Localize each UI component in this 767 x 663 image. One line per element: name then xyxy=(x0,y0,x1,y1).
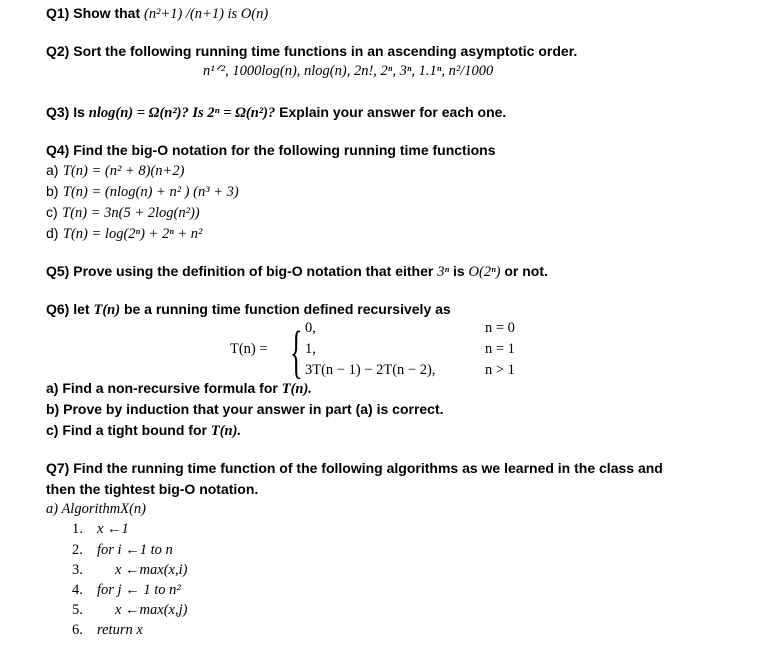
q4-item-d: d) T(n) = log(2ⁿ) + 2ⁿ + n² xyxy=(46,225,203,242)
code-line-5: x ←max(x,j) xyxy=(115,602,188,618)
q6-case-1-value: 1, xyxy=(305,341,316,357)
q2-functions: n¹ᐟ², 1000log(n), nlog(n), 2n!, 2ⁿ, 3ⁿ, 1.1ⁿ, n²/1000 xyxy=(203,63,494,79)
q6-case-1-cond: n = 1 xyxy=(485,341,515,357)
code-line-3: x ←max(x,i) xyxy=(115,562,188,578)
q6-part-c: c) Find a tight bound for T(n). xyxy=(46,422,242,439)
q6-part-b: b) Prove by induction that your answer in part (a) is correct. xyxy=(46,401,444,417)
code-line-num-5: 5. xyxy=(72,602,83,618)
q7-line-2: then the tightest big-O notation. xyxy=(46,481,259,497)
q3-label: Q3) Is xyxy=(46,104,85,120)
q7-algorithm-title: a) AlgorithmX(n) xyxy=(46,501,147,517)
q6-case-0-cond: n = 0 xyxy=(485,320,515,336)
q4-label: Q4) Find the big-O notation for the following running time functions xyxy=(46,142,496,158)
q3-expression: nlog(n) = Ω(n²)? Is 2ⁿ = Ω(n²)? xyxy=(88,105,276,121)
q6-label: Q6) let xyxy=(46,301,90,317)
q4-item-b: b) T(n) = (nlog(n) + n² ) (n³ + 3) xyxy=(46,183,239,200)
q4-item-c: c) T(n) = 3n(5 + 2log(n²)) xyxy=(46,204,200,221)
q1-expression: (n²+1) /(n+1) is O(n) xyxy=(144,6,269,22)
q6-line: Q6) let T(n) be a running time function defined recursively as xyxy=(46,301,451,318)
q6-left-brace: { xyxy=(290,319,303,384)
q3-tail: Explain your answer for each one. xyxy=(279,104,507,120)
code-line-num-3: 3. xyxy=(72,562,83,578)
code-line-num-1: 1. xyxy=(72,521,83,537)
q5-line: Q5) Prove using the definition of big-O notation that either 3ⁿ is O(2ⁿ) or not. xyxy=(46,263,548,280)
q3-line xyxy=(46,104,506,122)
q6-case-2-cond: n > 1 xyxy=(485,362,515,378)
q2-label: Q2) Sort the following running time functions in an ascending asymptotic order. xyxy=(46,43,578,59)
q1-label: Q1) Show that xyxy=(46,5,141,21)
code-line-num-2: 2. xyxy=(72,542,83,558)
q6-case-2-value: 3T(n − 1) − 2T(n − 2), xyxy=(305,362,436,378)
q7-line-1: Q7) Find the running time function of the following algorithms as we learned in the class and xyxy=(46,460,663,476)
q6-part-a: a) Find a non-recursive formula for T(n). xyxy=(46,380,312,397)
q4-item-a: a) T(n) = (n² + 8)(n+2) xyxy=(46,162,185,179)
code-line-num-4: 4. xyxy=(72,582,83,598)
q5-label: Q5) Prove using the definition of big-O notation that either xyxy=(46,263,434,279)
code-line-6: return x xyxy=(97,622,143,638)
code-line-1: x ←1 xyxy=(97,521,129,537)
q1-line xyxy=(46,5,268,23)
code-line-4: for j ← 1 to n² xyxy=(97,582,181,598)
q6-recurrence-lhs: T(n) = xyxy=(230,341,268,357)
code-line-num-6: 6. xyxy=(72,622,83,638)
q6-case-0-value: 0, xyxy=(305,320,316,336)
code-line-2: for i ←1 to n xyxy=(97,542,173,558)
